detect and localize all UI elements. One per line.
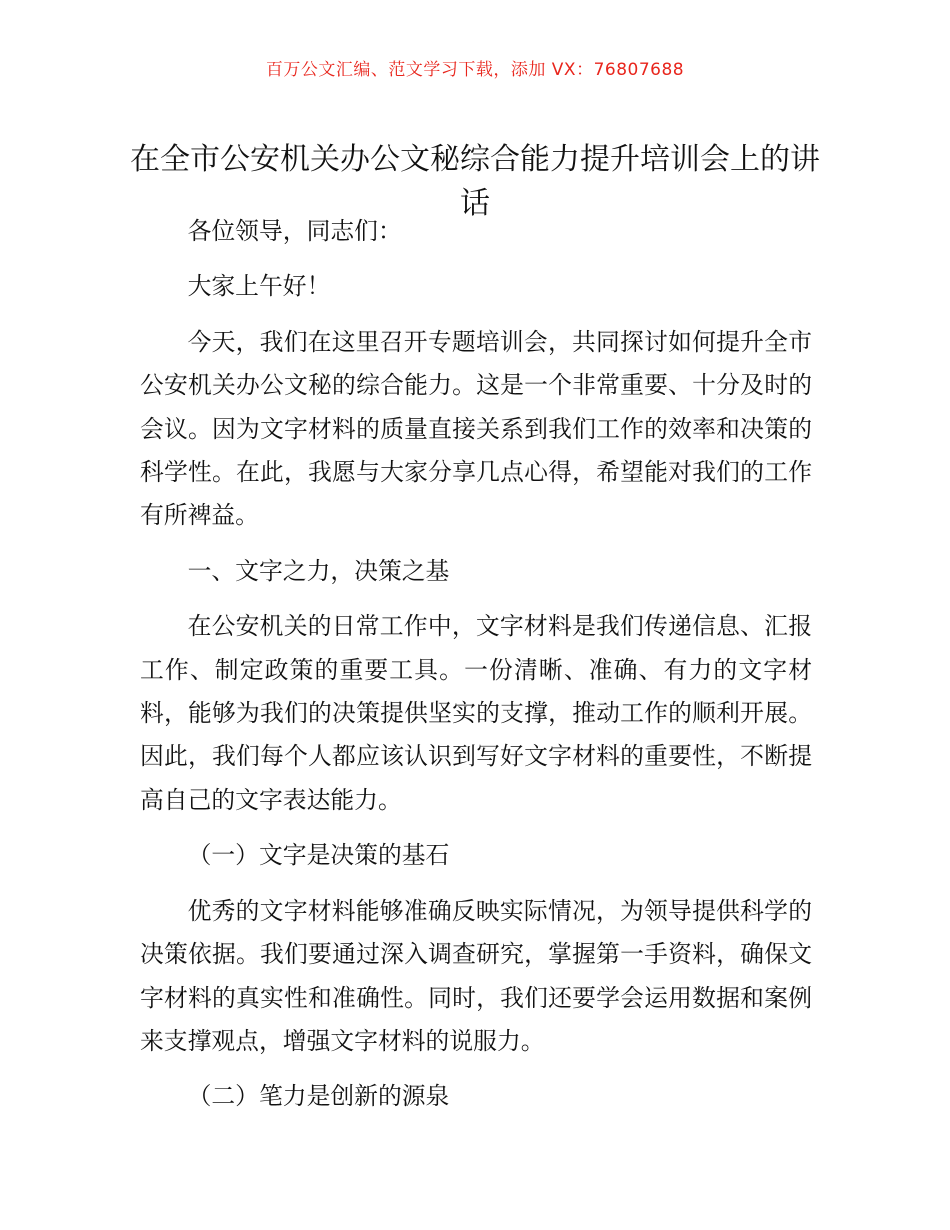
subsection-heading-1: （一）文字是决策的基石: [187, 841, 450, 870]
subsection-1-paragraph: 优秀的文字材料能够准确反映实际情况，为领导提供科学的决策依据。我们要通过深入调查研究，掌握第一手资料，确保文字材料的真实性和准确性。同时，我们还要学会运用数据和案例来支撑观点，增强文字材料的说服力。: [140, 896, 812, 1055]
section-1-paragraph: 在公安机关的日常工作中，文字材料是我们传递信息、汇报工作、制定政策的重要工具。一份清晰、准确、有力的文字材料，能够为我们的决策提供坚实的支撑，推动工作的顺利开展。因此，我们每个人都应该认识到写好文字材料的重要性，不断提高自己的文字表达能力。: [140, 612, 812, 814]
section-heading-1: 一、文字之力，决策之基: [187, 556, 450, 585]
document-body: [140, 210, 812, 1119]
watermark-banner: 百万公文汇编、范文学习下载，添加 VX：76807688: [265, 60, 685, 80]
greeting: 大家上午好！: [187, 272, 331, 301]
intro-paragraph: 今天，我们在这里召开专题培训会，共同探讨如何提升全市公安机关办公文秘的综合能力。这是一个非常重要、十分及时的会议。因为文字材料的质量直接关系到我们工作的效率和决策的科学性。在此，我愿与大家分享几点心得，希望能对我们的工作有所裨益。: [140, 327, 812, 530]
salutation: 各位领导，同志们：: [187, 217, 402, 245]
subsection-heading-2: （二）笔力是创新的源泉: [187, 1082, 450, 1111]
document-title: 在全市公安机关办公文秘综合能力提升培训会上的讲话: [130, 142, 820, 222]
